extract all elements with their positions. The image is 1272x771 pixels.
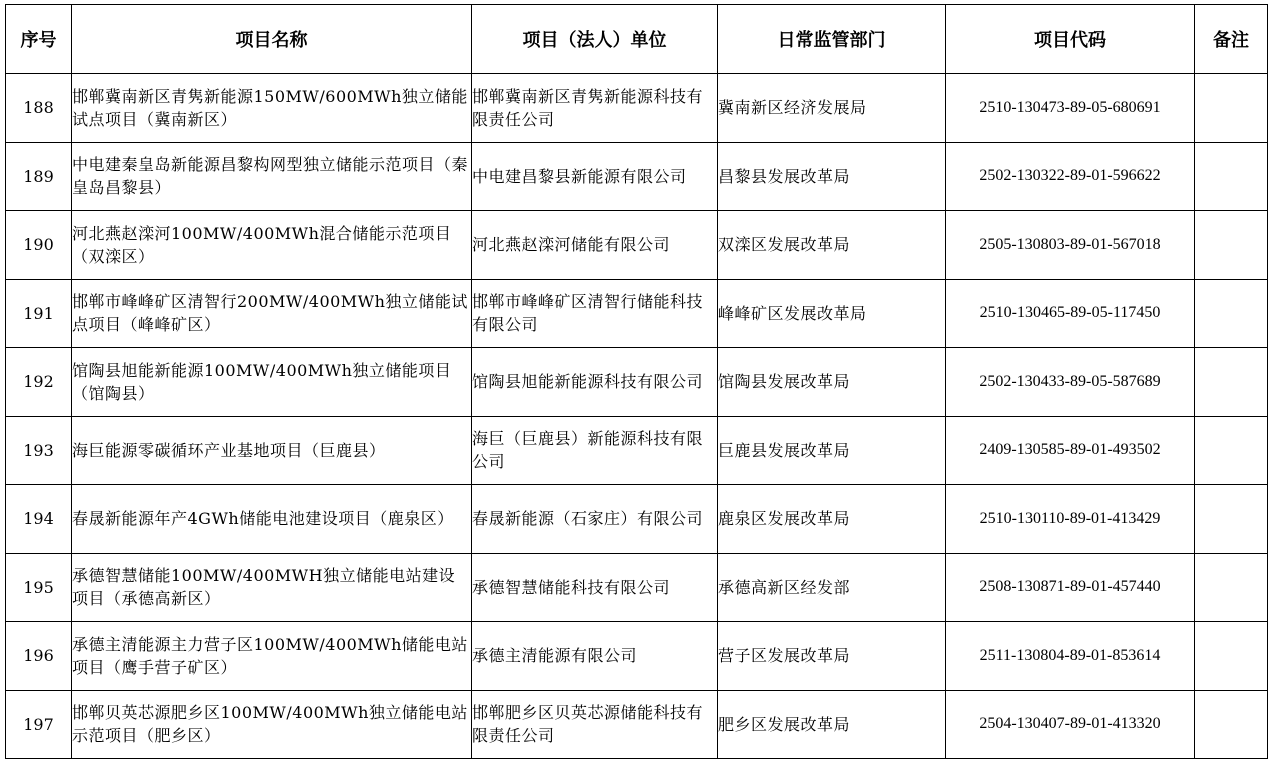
serial-cell: 194 (6, 485, 72, 554)
project-name-cell: 春晟新能源年产4GWh储能电池建设项目（鹿泉区） (72, 485, 472, 554)
remark-cell (1195, 622, 1268, 691)
serial-cell: 188 (6, 74, 72, 143)
project-code-cell: 2502-130322-89-01-596622 (946, 142, 1195, 211)
header-project-name: 项目名称 (72, 5, 472, 74)
remark-cell (1195, 142, 1268, 211)
supervision-dept-cell: 鹿泉区发展改革局 (718, 485, 946, 554)
table-row (6, 485, 1268, 554)
serial-cell: 192 (6, 348, 72, 417)
project-unit-cell: 春晟新能源（石家庄）有限公司 (472, 485, 718, 554)
supervision-dept-cell: 巨鹿县发展改革局 (718, 416, 946, 485)
remark-cell (1195, 279, 1268, 348)
remark-cell (1195, 416, 1268, 485)
project-name-cell: 承德智慧储能100MW/400MWH独立储能电站建设项目（承德高新区） (72, 553, 472, 622)
table-row (6, 553, 1268, 622)
project-code-cell: 2508-130871-89-01-457440 (946, 553, 1195, 622)
remark-cell (1195, 553, 1268, 622)
header-project-unit: 项目（法人）单位 (472, 5, 718, 74)
remark-cell (1195, 211, 1268, 280)
project-code-cell: 2511-130804-89-01-853614 (946, 622, 1195, 691)
serial-cell: 191 (6, 279, 72, 348)
table-row (6, 211, 1268, 280)
table-row (6, 348, 1268, 417)
supervision-dept-cell: 营子区发展改革局 (718, 622, 946, 691)
project-unit-cell: 承德智慧储能科技有限公司 (472, 553, 718, 622)
project-name-cell: 邯郸贝英芯源肥乡区100MW/400MWh独立储能电站示范项目（肥乡区） (72, 690, 472, 759)
project-code-cell: 2504-130407-89-01-413320 (946, 690, 1195, 759)
header-remark: 备注 (1195, 5, 1268, 74)
project-name-cell: 承德主清能源主力营子区100MW/400MWh储能电站项目（鹰手营子矿区） (72, 622, 472, 691)
serial-cell: 190 (6, 211, 72, 280)
project-unit-cell: 承德主清能源有限公司 (472, 622, 718, 691)
header-supervision-dept: 日常监管部门 (718, 5, 946, 74)
serial-cell: 189 (6, 142, 72, 211)
supervision-dept-cell: 承德高新区经发部 (718, 553, 946, 622)
project-name-cell: 海巨能源零碳循环产业基地项目（巨鹿县） (72, 416, 472, 485)
project-name-cell: 中电建秦皇岛新能源昌黎构网型独立储能示范项目（秦皇岛昌黎县） (72, 142, 472, 211)
supervision-dept-cell: 双滦区发展改革局 (718, 211, 946, 280)
table-row (6, 622, 1268, 691)
project-code-cell: 2409-130585-89-01-493502 (946, 416, 1195, 485)
project-unit-cell: 邯郸冀南新区青隽新能源科技有限责任公司 (472, 74, 718, 143)
serial-cell: 197 (6, 690, 72, 759)
project-unit-cell: 邯郸市峰峰矿区清智行储能科技有限公司 (472, 279, 718, 348)
header-serial: 序号 (6, 5, 72, 74)
remark-cell (1195, 690, 1268, 759)
table-row (6, 690, 1268, 759)
supervision-dept-cell: 峰峰矿区发展改革局 (718, 279, 946, 348)
supervision-dept-cell: 肥乡区发展改革局 (718, 690, 946, 759)
header-project-code: 项目代码 (946, 5, 1195, 74)
project-unit-cell: 馆陶县旭能新能源科技有限公司 (472, 348, 718, 417)
table-row (6, 142, 1268, 211)
supervision-dept-cell: 馆陶县发展改革局 (718, 348, 946, 417)
table-row (6, 279, 1268, 348)
project-table (5, 4, 1268, 759)
serial-cell: 196 (6, 622, 72, 691)
project-code-cell: 2510-130465-89-05-117450 (946, 279, 1195, 348)
table-row (6, 416, 1268, 485)
remark-cell (1195, 348, 1268, 417)
project-name-cell: 馆陶县旭能新能源100MW/400MWh独立储能项目（馆陶县） (72, 348, 472, 417)
project-name-cell: 邯郸市峰峰矿区清智行200MW/400MWh独立储能试点项目（峰峰矿区） (72, 279, 472, 348)
supervision-dept-cell: 昌黎县发展改革局 (718, 142, 946, 211)
supervision-dept-cell: 冀南新区经济发展局 (718, 74, 946, 143)
project-code-cell: 2502-130433-89-05-587689 (946, 348, 1195, 417)
serial-cell: 193 (6, 416, 72, 485)
project-unit-cell: 邯郸肥乡区贝英芯源储能科技有限责任公司 (472, 690, 718, 759)
project-name-cell: 邯郸冀南新区青隽新能源150MW/600MWh独立储能试点项目（冀南新区） (72, 74, 472, 143)
project-unit-cell: 中电建昌黎县新能源有限公司 (472, 142, 718, 211)
project-unit-cell: 海巨（巨鹿县）新能源科技有限公司 (472, 416, 718, 485)
project-unit-cell: 河北燕赵滦河储能有限公司 (472, 211, 718, 280)
remark-cell (1195, 485, 1268, 554)
header-row (6, 5, 1268, 74)
project-code-cell: 2510-130473-89-05-680691 (946, 74, 1195, 143)
project-code-cell: 2510-130110-89-01-413429 (946, 485, 1195, 554)
table-row (6, 74, 1268, 143)
serial-cell: 195 (6, 553, 72, 622)
project-code-cell: 2505-130803-89-01-567018 (946, 211, 1195, 280)
project-name-cell: 河北燕赵滦河100MW/400MWh混合储能示范项目（双滦区） (72, 211, 472, 280)
remark-cell (1195, 74, 1268, 143)
